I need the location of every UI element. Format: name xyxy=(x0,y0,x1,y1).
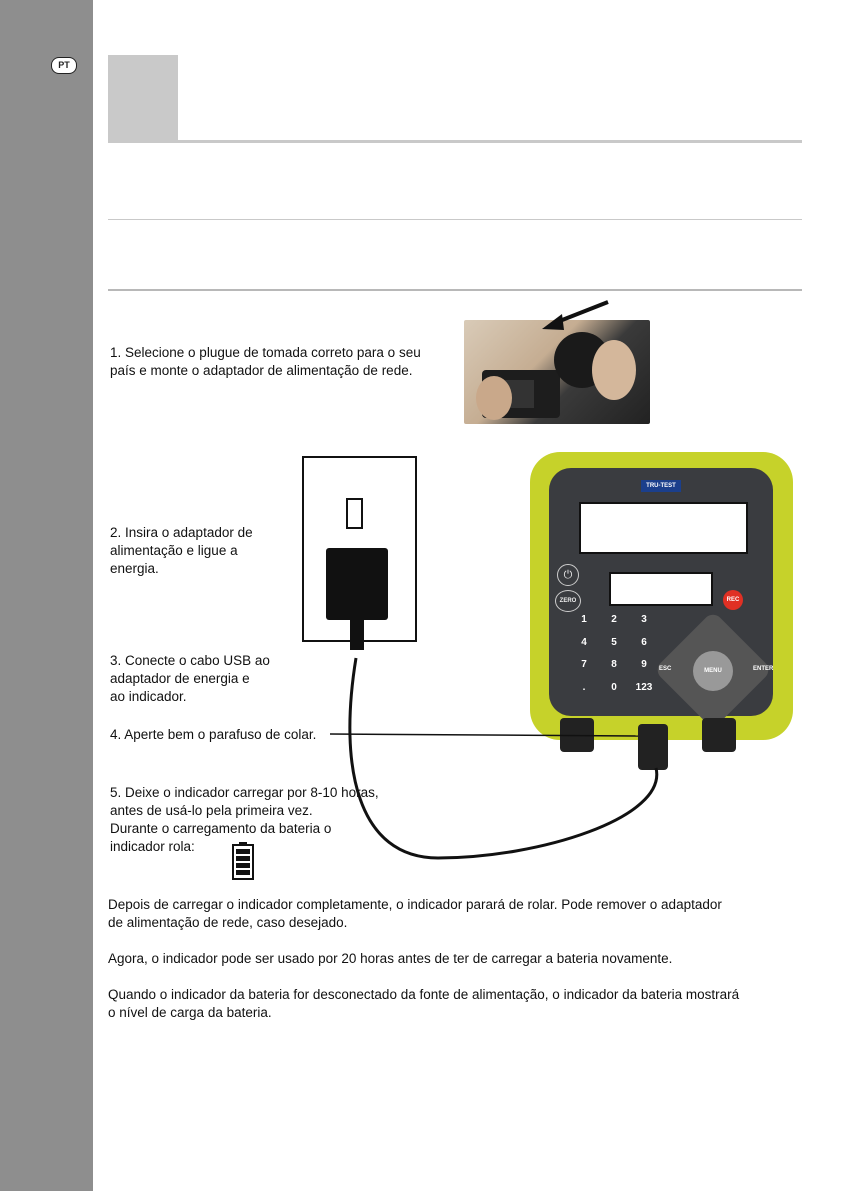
key-8[interactable]: 8 xyxy=(611,659,617,670)
rec-button[interactable]: REC xyxy=(723,590,743,610)
power-adapter xyxy=(326,548,388,620)
right-port-connector xyxy=(702,718,736,752)
step-1-text: 1. Selecione o plugue de tomada correto para o seu país e monte o adaptador de alimentação de rede. xyxy=(110,345,421,378)
left-port-connector xyxy=(560,718,594,752)
key-6[interactable]: 6 xyxy=(641,636,647,648)
chapter-box xyxy=(108,55,178,140)
usb-collar-connector xyxy=(638,724,668,770)
power-button[interactable]: ⏻ xyxy=(557,564,579,586)
step-4-text: 4. Aperte bem o parafuso de colar. xyxy=(110,727,317,742)
language-badge: PT xyxy=(51,57,77,74)
main-display xyxy=(579,502,748,554)
battery-charging-icon xyxy=(232,842,254,880)
key-4[interactable]: 4 xyxy=(581,636,587,648)
numeric-keypad xyxy=(569,614,659,704)
adapter-cable-end xyxy=(350,620,364,650)
zero-button[interactable]: ZERO xyxy=(555,590,581,612)
socket-hole xyxy=(346,498,363,529)
key-dot[interactable]: . xyxy=(582,681,586,693)
wall-socket xyxy=(302,456,417,642)
esc-label: ESC xyxy=(659,666,672,672)
device-front-panel xyxy=(549,468,773,716)
key-2[interactable]: 2 xyxy=(611,614,617,625)
brand-logo: TRU-TEST xyxy=(641,480,681,492)
enter-label: ENTER xyxy=(753,666,774,672)
paragraph-usage-time: Agora, o indicador pode ser usado por 20 horas antes de ter de carregar a bateria novamente. xyxy=(108,951,673,966)
key-0[interactable]: 0 xyxy=(611,681,617,693)
step-2-text: 2. Insira o adaptador de alimentação e ligue a energia. xyxy=(110,525,253,576)
key-3[interactable]: 3 xyxy=(641,614,647,625)
step-5-text: 5. Deixe o indicador carregar por 8-10 horas, antes de usá-lo pela primeira vez. Durante o carregamento da bateria o indicador rola: xyxy=(110,785,379,854)
charging-instructions-figure xyxy=(108,298,802,1040)
plug-adapter-photo xyxy=(464,320,650,424)
divider-rule-1 xyxy=(108,219,802,220)
adapter-assembly-illustration xyxy=(464,320,650,424)
key-5[interactable]: 5 xyxy=(611,636,617,648)
key-7[interactable]: 7 xyxy=(581,659,587,670)
paragraph-fully-charged: Depois de carregar o indicador completamente, o indicador parará de rolar. Pode remover o adaptador de alimentação de rede, caso desejado. xyxy=(108,897,722,930)
paragraph-battery-level: Quando o indicador da bateria for desconectado da fonte de alimentação, o indicador da bateria mostrará o nível de carga da bateria. xyxy=(108,987,740,1020)
key-123[interactable]: 123 xyxy=(635,681,653,693)
key-9[interactable]: 9 xyxy=(641,659,647,670)
step-3-text: 3. Conecte o cabo USB ao adaptador de energia e ao indicador. xyxy=(110,653,270,704)
secondary-display xyxy=(609,572,713,606)
insert-arrow-icon xyxy=(538,298,618,334)
divider-rule-2 xyxy=(108,289,802,291)
key-1[interactable]: 1 xyxy=(581,614,587,625)
weighing-indicator-device xyxy=(530,452,793,740)
header-rule xyxy=(108,140,802,143)
page-sidebar xyxy=(0,0,93,1191)
menu-button[interactable]: MENU xyxy=(693,651,733,691)
